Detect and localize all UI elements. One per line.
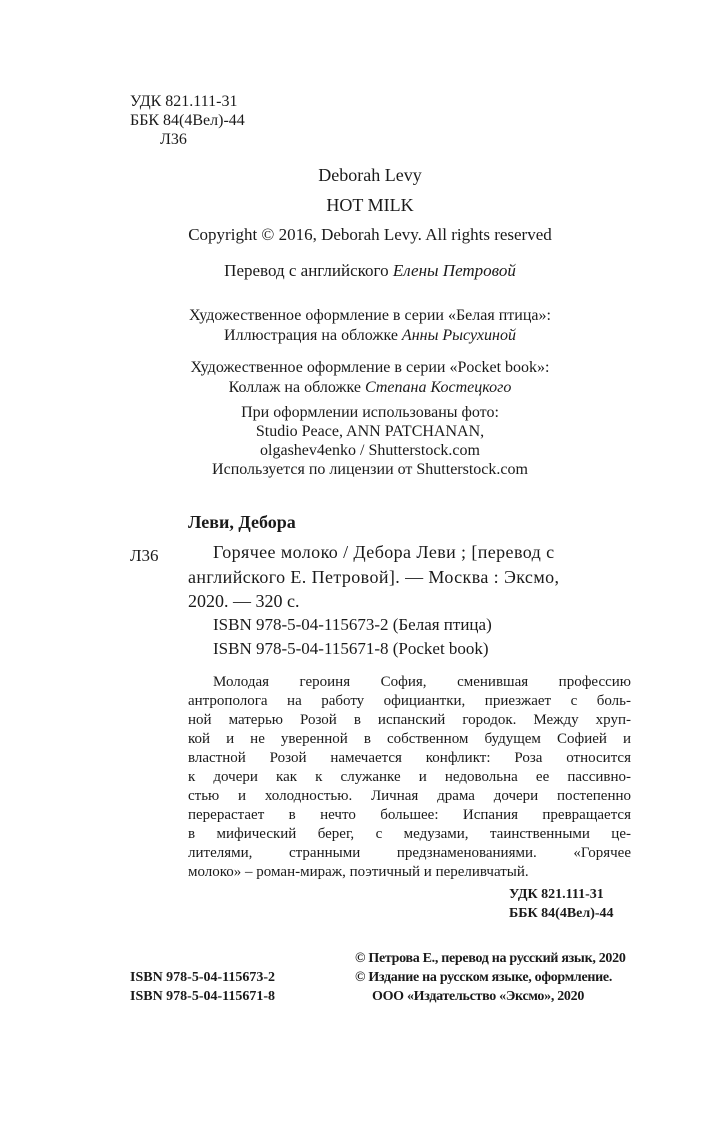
copyright-line: Copyright © 2016, Deborah Levy. All rights reserved bbox=[188, 225, 552, 244]
translator-name: Елены Петровой bbox=[392, 261, 516, 280]
annotation-line: стью и холодностью. Личная драма дочери постепенно bbox=[188, 788, 631, 804]
rights-line3: ООО «Издательство «Эксмо», 2020 bbox=[372, 989, 585, 1004]
catalog-line2: английского Е. Петровой]. — Москва : Эксмо, bbox=[188, 567, 560, 587]
bbk-code: ББК 84(4Вел)-44 bbox=[130, 112, 245, 129]
photo-credits-line2: Studio Peace, ANN PATCHANAN, bbox=[255, 423, 485, 440]
annotation-line: антрополога на работу официантки, приезжает с боль- bbox=[188, 693, 631, 709]
annotation-line: в мифический берег, с медузами, таинственными це- bbox=[188, 826, 631, 842]
photo-credits-line1: При оформлении использованы фото: bbox=[241, 404, 499, 421]
footer-isbn2: ISBN 978-5-04-115671-8 bbox=[130, 989, 276, 1004]
rights-line1: © Петрова Е., перевод на русский язык, 2020 bbox=[355, 951, 626, 966]
udk-code: УДК 821.111-31 bbox=[130, 93, 238, 110]
catalog-line3: 2020. — 320 с. bbox=[188, 591, 300, 611]
footer-isbn1: ISBN 978-5-04-115673-2 bbox=[130, 970, 276, 985]
rights-line2: © Издание на русском языке, оформление. bbox=[355, 970, 613, 985]
photo-credits-line4: Используется по лицензии от Shutterstock.com bbox=[212, 461, 528, 478]
bottom-bbk: ББК 84(4Вел)-44 bbox=[509, 906, 614, 921]
annotation-line: властной Розой намечается конфликт: Роза относится bbox=[188, 750, 631, 766]
cover-prefix: Коллаж на обложке bbox=[228, 379, 361, 396]
photo-credits-line3: olgashev4enko / Shutterstock.com bbox=[260, 442, 480, 459]
design-white-bird-series: Художественное оформление в серии «Белая птица»: bbox=[189, 307, 551, 324]
original-title: HOT MILK bbox=[326, 195, 414, 215]
annotation-line: ной матерью Розой в испанский городок. Между хруп- bbox=[188, 712, 631, 728]
annotation-line: кой и не уверенной в собственном будущем Софией и bbox=[188, 731, 631, 747]
annotation-line: молоко» – роман-мираж, поэтичный и переливчатый. bbox=[188, 864, 529, 880]
catalog-isbn1: ISBN 978-5-04-115673-2 (Белая птица) bbox=[213, 615, 492, 634]
design-pocket-cover bbox=[130, 379, 610, 397]
design-white-bird-cover bbox=[130, 327, 610, 345]
annotation-line: Молодая героиня София, сменившая профессию bbox=[213, 674, 631, 690]
translation-credit bbox=[130, 261, 610, 281]
catalog-heading: Леви, Дебора bbox=[188, 512, 296, 532]
catalog-isbn2: ISBN 978-5-04-115671-8 (Pocket book) bbox=[213, 639, 489, 658]
annotation-line: к дочери как к служанке и недовольна ее пассивно- bbox=[188, 769, 631, 785]
cover-prefix: Иллюстрация на обложке bbox=[224, 327, 398, 344]
catalog-author-mark: Л36 bbox=[130, 546, 159, 565]
bottom-udk: УДК 821.111-31 bbox=[509, 887, 604, 902]
author-mark: Л36 bbox=[160, 131, 187, 148]
annotation-line: лителями, странными предзнаменованиями. «Горячее bbox=[188, 845, 631, 861]
original-author: Deborah Levy bbox=[318, 165, 422, 185]
cover-artist: Степана Костецкого bbox=[364, 379, 512, 396]
annotation-line: перерастает в нечто большее: Испания превращается bbox=[188, 807, 631, 823]
design-pocket-series: Художественное оформление в серии «Pocket book»: bbox=[190, 359, 550, 376]
catalog-line1: Горячее молоко / Дебора Леви ; [перевод с bbox=[213, 542, 555, 562]
cover-artist: Анны Рысухиной bbox=[401, 327, 516, 344]
translation-prefix: Перевод с английского bbox=[224, 261, 389, 280]
